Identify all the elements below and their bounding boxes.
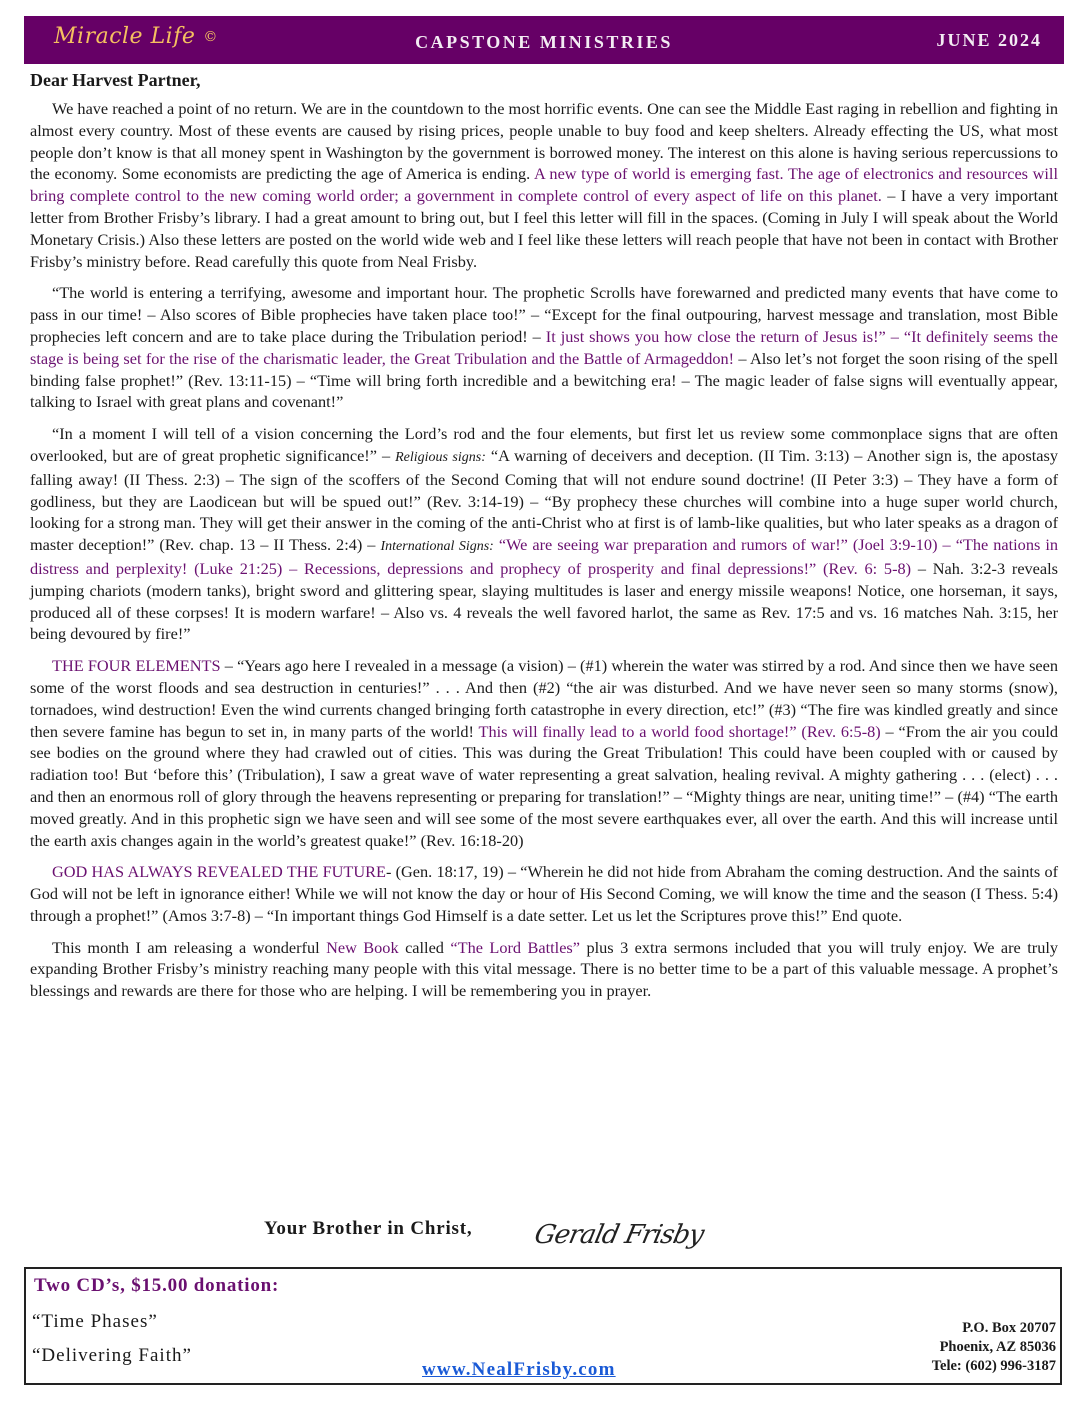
copyright-icon: ©	[203, 29, 218, 45]
letter-paragraph	[30, 655, 1058, 851]
highlighted-text: “The Lord Battles”	[450, 937, 580, 957]
highlighted-text: “We are seeing war preparation and rumors of war!” (Joel 3:9-10) – “The nations in distress and perplexity! (Luke 21:25) – Recessions, depressions and prophecy of prosperity and final depressions!” (Rev. 6: 5-8)	[30, 535, 1058, 578]
letter-paragraph	[30, 423, 1058, 645]
body-text: – “From the air you could see bodies on the ground where they had crawled out of cities. This was during the Great Tribulation! This could have been coupled with or caused by radiation too! But ‘before this’ (Tribulation), I saw a great wave of water representing a great salvation, healing revival. A mighty gathering . . . (elect) . . . and then an enormous roll of glory through the heavens representing or preparing for translation!” – “Mighty things are near, uniting time!” – (#4) “The earth moved greatly. And in this prophetic sign we have seen and will see some of the most severe earthquakes ever, all over the earth. And this will increase until the earth axis changes again in the world’s greatest quake!” (Rev. 16:18-20)	[30, 721, 1058, 850]
offer-item: “Delivering Faith”	[32, 1345, 192, 1366]
phone-number: Tele: (602) 996-3187	[931, 1358, 1056, 1374]
highlighted-text: This will finally lead to a world food shortage!” (Rev. 6:5-8)	[478, 721, 881, 741]
body-text: We have reached a point of no return. We are in the countdown to the most horrific events. One can see the Middle East raging in rebellion and fighting in almost every country. Most of these events are caused by rising prices, people unable to buy food and keep shelters. Already effecting the US, what most people don’t know is that all money spent in Washington by the government is borrowed money. The interest on this alone is having serious repercussions to the economy. Some economists are predicting the age of America is ending.	[30, 99, 1058, 184]
letter-paragraph	[30, 937, 1058, 1002]
body-text: “A warning of deceivers and deception. (II Tim. 3:13) – Another sign is, the apostasy falling away! (II Thess. 2:3) – The sign of the scoffers of the Second Coming that will not endure sound doctrine! (II Peter 3:3) – They have a form of godliness, but they are Laodicean but will be spued out!” (Rev. 3:14-19) – “By prophecy these churches will combine into a huge super world church, looking for a strong man. They will get their answer in the coming of the anti-Christ who at first is of lamb-like qualities, but who later speaks as a dragon of master deception!” (Rev. chap. 13 – II Thess. 2:4) –	[30, 445, 1058, 555]
address-line: P.O. Box 20707	[962, 1320, 1056, 1336]
offer-item: “Time Phases”	[32, 1311, 158, 1332]
body-text: called	[398, 937, 451, 957]
body-text: – “Years ago here I revealed in a message (a vision) – (#1) wherein the water was stirred by a rod. And since then we have seen some of the worst floods and sea destruction in centuries!” . . . And then (#2) “the air was disturbed. And we have never seen so many storms (snow), tornadoes, wind destruction! Even the wind currents changed bringing forth catastrophe in every direction, etc!” (#3) “The fire was kindled greatly and since then severe famine has begun to set in, in many parts of the world!	[30, 656, 1058, 741]
body-text: “In a moment I will tell of a vision concerning the Lord’s rod and the four elements, but first let us review some commonplace signs that are often overlooked, but are of great prophetic significance!” –	[30, 424, 1058, 465]
letter-paragraph	[30, 861, 1058, 926]
highlighted-text: THE FOUR ELEMENTS	[52, 656, 221, 676]
highlighted-text: New Book	[326, 937, 399, 957]
body-text: This month I am releasing a wonderful	[52, 937, 327, 957]
body-text: – Nah. 3:2-3 reveals jumping chariots (modern tanks), bright sword and glittering spear, slaying multitudes is laser and energy missile weapons! Notice, one horseman, it says, produced all of these corpses! It is modern warfare! – Also vs. 4 reveals the well favored harlot, the same as Rev. 17:5 and vs. 16 matches Nah. 3:15, her being devoured by fire!”	[30, 558, 1058, 644]
letter-paragraph	[30, 282, 1058, 413]
letter-greeting: Dear Harvest Partner,	[30, 70, 201, 90]
cd-offer-box	[24, 1267, 1062, 1385]
highlighted-text: A new type of world is emerging fast. The age of electronics and resources will bring complete control to the new coming world order; a government in complete control of every aspect of life on this planet.	[30, 164, 1058, 206]
italic-label: International Signs:	[380, 539, 494, 555]
website-link[interactable]: www.NealFrisby.com	[422, 1359, 616, 1380]
body-text: – I have a very important letter from Brother Frisby’s library. I had a great amount to bring out, but I feel this letter will fill in the spaces. (Coming in July I will speak about the World Monetary Crisis.) Also these letters are posted on the world wide web and I feel like these letters will reach people that have not been in contact with Brother Frisby’s ministry before. Read carefully this quote from Neal Frisby.	[30, 186, 1059, 271]
body-text: “The world is entering a terrifying, awesome and important hour. The prophetic Scrolls have forewarned and predicted many events that have come to pass in our time! – Also scores of Bible prophecies have taken place too!” – “Except for the final outpouring, harvest message and translation, most Bible prophecies left concern and are to take place during the Tribulation period! –	[30, 283, 1058, 346]
letter-body	[30, 98, 1058, 1012]
highlighted-text: It just shows you how close the return of Jesus is!” – “It definitely seems the stage is being set for the rise of the charismatic leader, the Great Tribulation and the Battle of Armageddon!	[30, 326, 1058, 368]
letter-paragraph	[30, 98, 1058, 272]
organization-name: CAPSTONE MINISTRIES	[415, 32, 673, 52]
body-text: - (Gen. 18:17, 19) – “Wherein he did not hide from Abraham the coming destruction. And the saints of God will not be left in ignorance either! While we will not know the day or hour of His Second Coming, we will know the time and the season (I Thess. 5:4) through a prophet!” (Amos 3:7-8) – “In important things God Himself is a date setter. Let us let the Scriptures prove this!” End quote.	[30, 862, 1059, 925]
masthead-bar	[24, 16, 1064, 64]
letter-closing: Your Brother in Christ,	[264, 1218, 473, 1239]
body-text: – Also let’s not forget the soon rising of the spell binding false prophet!” (Rev. 13:11-15) – “Time will bring forth incredible and a bewitching era! – The magic leader of false signs will eventually appear, talking to Israel with great plans and covenant!”	[30, 348, 1059, 412]
mailing-address	[932, 1319, 1056, 1376]
address-line: Phoenix, AZ 85036	[939, 1339, 1056, 1355]
offer-title: Two CD’s, $15.00 donation:	[34, 1275, 280, 1296]
signature: Gerald Frisby	[531, 1220, 706, 1250]
issue-date: JUNE 2024	[936, 30, 1042, 50]
body-text: plus 3 extra sermons included that you will truly enjoy. We are truly expanding Brother Frisby’s ministry reaching many people with this vital message. There is no better time to be a part of this valuable message. A prophet’s blessings and rewards are there for those who are helping. I will be remembering you in prayer.	[30, 937, 1058, 1001]
highlighted-text: GOD HAS ALWAYS REVEALED THE FUTURE	[52, 862, 386, 882]
italic-label: Religious signs:	[395, 449, 486, 465]
logo-text: Miracle Life	[54, 24, 196, 49]
